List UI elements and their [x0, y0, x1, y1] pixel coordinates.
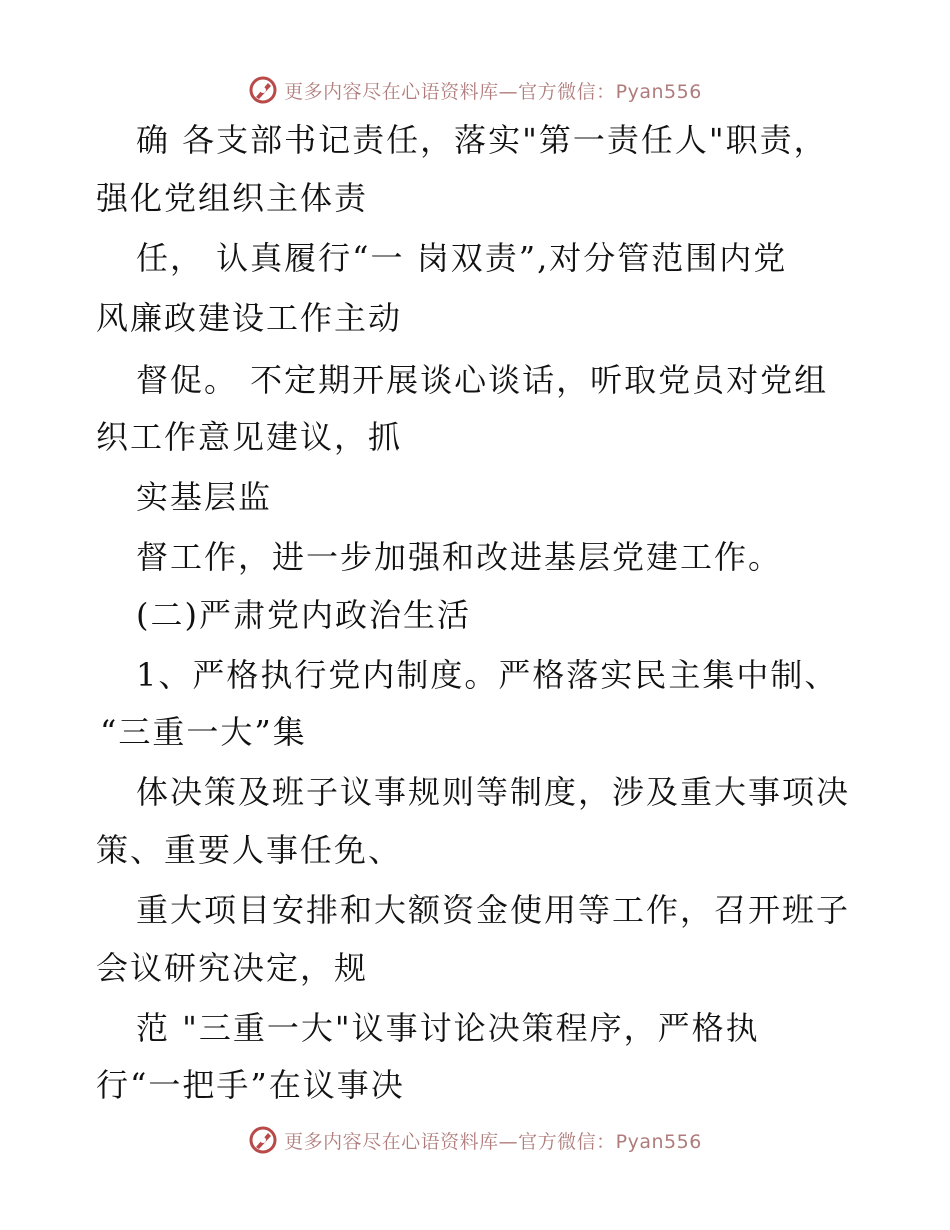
text-line: 会议研究决定，规	[96, 949, 369, 987]
header-watermark-text: 更多内容尽在心语资料库—官方微信：Pyan556	[284, 80, 702, 103]
text-line: 督工作，进一步加强和改进基层党建工作。	[136, 538, 783, 576]
text-line: 织工作意见建议，抓	[96, 418, 403, 456]
quill-logo-icon	[248, 1125, 278, 1155]
text-line: 行“一把手”在议事决	[96, 1066, 405, 1104]
text-line: 范 "三重一大"议事讨论决策程序，严格执	[136, 1009, 760, 1047]
text-line: 任， 认真履行“一 岗双责”,对分管范围内党	[136, 239, 788, 277]
text-line: 策、重要人事任免、	[96, 831, 403, 869]
text-line: 风廉政建设工作主动	[96, 299, 403, 337]
section-heading: (二)严肃党内政治生活	[136, 596, 471, 634]
text-line: 督促。 不定期开展谈心谈话，听取党员对党组	[136, 361, 829, 399]
text-line: 重大项目安排和大额资金使用等工作，召开班子	[136, 891, 851, 929]
text-line: 体决策及班子议事规则等制度，涉及重大事项决	[136, 773, 851, 811]
text-line: 实基层监	[136, 478, 273, 516]
footer-watermark	[0, 1120, 950, 1160]
text-line: 强化党组织主体责	[96, 179, 369, 217]
quill-logo-icon	[248, 75, 278, 105]
text-line: 确 各支部书记责任，落实"第一责任人"职责，	[136, 121, 828, 159]
text-line: “三重一大”集	[100, 713, 307, 751]
text-line: 1、严格执行党内制度。严格落实民主集中制、	[136, 656, 839, 694]
footer-watermark-text: 更多内容尽在心语资料库—官方微信：Pyan556	[284, 1130, 702, 1153]
header-watermark	[0, 70, 950, 110]
